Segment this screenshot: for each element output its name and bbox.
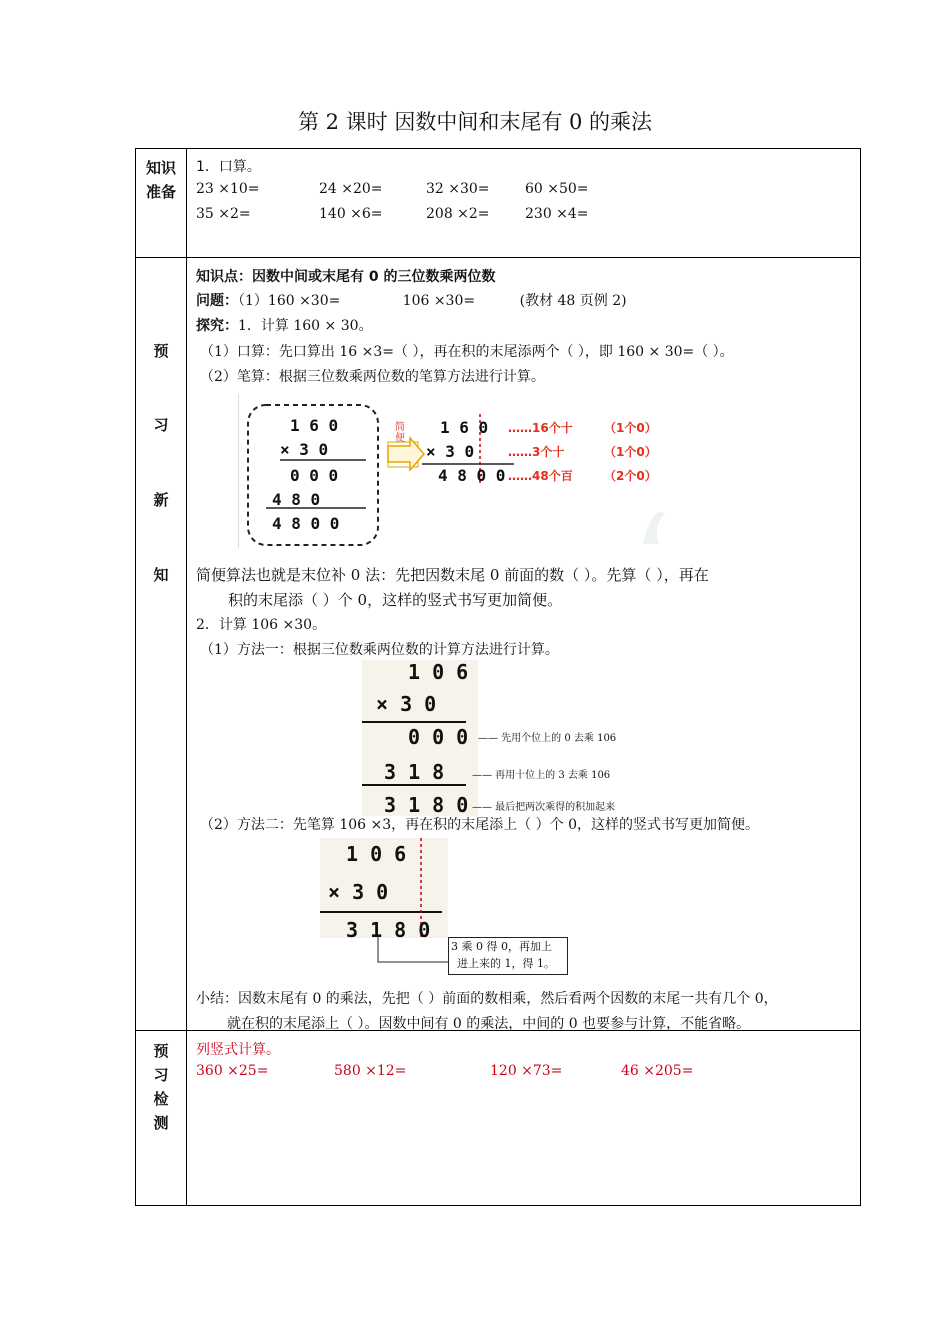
calc-row: 1 6 0	[290, 416, 339, 435]
section-label-char: 检	[153, 1090, 169, 1108]
callout-connector	[376, 936, 456, 976]
vertical-calc-figure-106x30-method1	[362, 660, 478, 816]
section-label-knowledge-prep	[136, 156, 186, 204]
method-two-text: （2）方法二：先笔算 106 ×3，再在积的末尾添上（ ）个 0，这样的竖式书写更加简便。	[200, 817, 759, 833]
oral-calc-item: 35 ×2=	[196, 206, 251, 222]
place-note: ……3个十	[508, 445, 565, 459]
vertical-calc-figure-106x30-method2	[320, 838, 448, 942]
oral-calc-item: 140 ×6=	[319, 206, 383, 222]
summary-text: 小结：因数末尾有 0 的乘法，先把（ ）前面的数相乘，然后看两个因数的末尾一共有几个 0，	[196, 991, 778, 1007]
calc-row: 4 8 0	[272, 490, 321, 509]
calc-row: × 3 0	[280, 440, 329, 459]
knowledge-point: 知识点：因数中间或末尾有 0 的三位数乘两位数	[196, 269, 496, 285]
calc-row: 4 8 0 0	[438, 466, 506, 485]
section-label-char: 预	[153, 1042, 169, 1060]
table-border-top	[135, 148, 861, 149]
calc-row: 3 1 8	[384, 760, 445, 784]
vertical-calc-figure-160x30	[238, 394, 668, 548]
table-column-divider	[186, 148, 187, 1206]
check-item: 580 ×12=	[334, 1063, 407, 1079]
explore-line	[196, 315, 373, 335]
place-note: ……48个百	[508, 469, 573, 483]
calc-row: 1 0 6	[346, 842, 407, 866]
simple-method-text: 简便算法也就是末位补 0 法：先把因数末尾 0 前面的数（ ）。先算（ ），再在	[196, 566, 709, 584]
calc-row: × 3 0	[376, 692, 437, 716]
question-line	[196, 290, 627, 310]
written-step: （2）笔算：根据三位数乘两位数的笔算方法进行计算。	[200, 369, 545, 385]
oral-calc-item: 32 ×30=	[426, 181, 490, 197]
calc-row: 4 8 0 0	[272, 514, 340, 533]
section-label-char: 知	[153, 566, 169, 584]
check-item: 360 ×25=	[196, 1063, 269, 1079]
oral-calc-item: 230 ×4=	[525, 206, 589, 222]
calc-row: 0 0 0	[408, 725, 469, 749]
section-label-char: 测	[153, 1114, 169, 1132]
zero-count-note: （1个0）	[604, 445, 657, 459]
check-item: 120 ×73=	[490, 1063, 563, 1079]
page-title: 第 2 课时 因数中间和末尾有 0 的乘法	[297, 110, 653, 134]
section-label-char: 预	[153, 342, 169, 360]
label-line: 准备	[145, 183, 176, 201]
simplify-label: 简便	[395, 422, 405, 444]
callout-line: 3 乘 0 得 0，再加上	[451, 940, 552, 953]
simple-method-text: 积的末尾添（ ）个 0，这样的竖式书写更加简便。	[228, 591, 563, 609]
method-note: —— 再用十位上的 3 去乘 106	[472, 770, 611, 781]
oral-calc-item: 60 ×50=	[525, 181, 589, 197]
explore-text: 1．计算 160 × 30。	[238, 318, 373, 334]
calc-row: × 3 0	[426, 442, 475, 461]
question-label: 问题：	[196, 293, 238, 309]
method-note: —— 先用个位上的 0 去乘 106	[478, 733, 617, 744]
oral-calc-item: 24 ×20=	[319, 181, 383, 197]
check-item: 46 ×205=	[621, 1063, 694, 1079]
check-heading: 列竖式计算。	[196, 1042, 280, 1058]
oral-step: （1）口算：先口算出 16 ×3=（ ），再在积的末尾添两个（ ），即 160 × 30=（ ）。	[200, 344, 734, 360]
question-text: （1）160 ×30= 106 ×30= (教材 48 页例 2)	[238, 293, 627, 309]
section-label-char: 习	[153, 416, 169, 434]
zero-count-note: （1个0）	[604, 421, 657, 435]
callout-box	[448, 937, 568, 975]
calc-row: 3 1 8 0	[346, 918, 431, 942]
section-label-char: 新	[153, 491, 169, 509]
calc-row: 0 0 0	[290, 466, 339, 485]
zero-count-note: （2个0）	[604, 469, 657, 483]
oral-calc-item: 208 ×2=	[426, 206, 490, 222]
oral-calc-heading: 1．口算。	[196, 159, 261, 175]
table-border-right	[860, 148, 861, 1206]
callout-line: 进上来的 1，得 1。	[457, 957, 555, 970]
table-row-divider-1	[135, 257, 861, 258]
explore-label: 探究：	[196, 318, 238, 334]
section-label-char: 习	[153, 1066, 169, 1084]
calc-row: × 3 0	[328, 880, 389, 904]
calc-heading: 2．计算 106 ×30。	[196, 617, 327, 633]
method-one-text: （1）方法一：根据三位数乘两位数的计算方法进行计算。	[200, 642, 559, 658]
calc-row: 3 1 8 0	[384, 793, 469, 817]
label-line: 知识	[145, 159, 176, 177]
calc-row: 1 0 6	[408, 660, 469, 684]
oral-calc-item: 23 ×10=	[196, 181, 260, 197]
place-note: ……16个十	[508, 421, 573, 435]
calc-row: 1 6 0	[440, 418, 489, 437]
table-border-bottom	[135, 1205, 861, 1206]
summary-text: 就在积的末尾添上（ ）。因数中间有 0 的乘法，中间的 0 也要参与计算，不能省略。	[227, 1016, 751, 1032]
method-note: —— 最后把两次乘得的积加起来	[472, 802, 616, 813]
